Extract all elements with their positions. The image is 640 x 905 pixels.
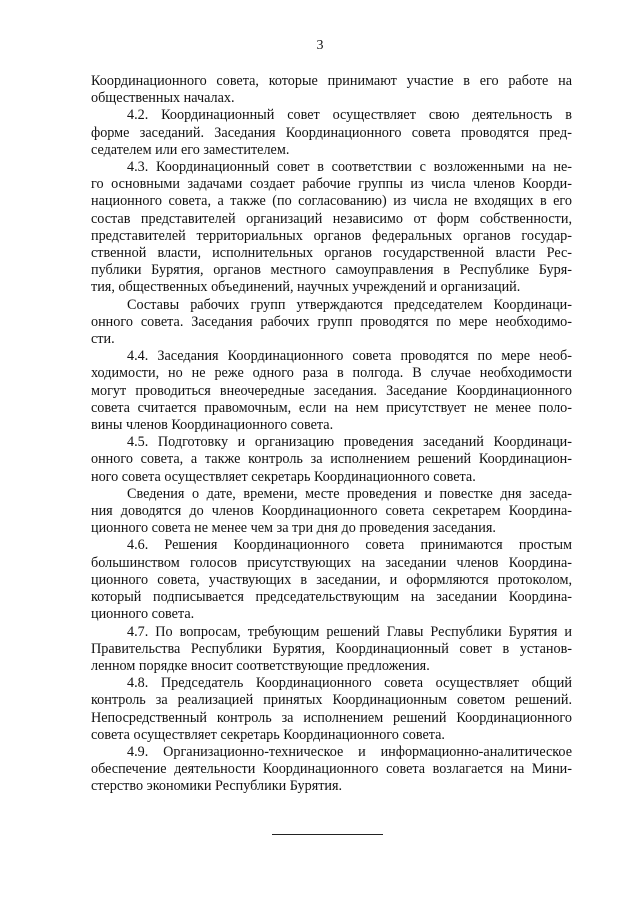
text-line: 4.8. Председатель Координационного совета осуществляет общий: [127, 675, 572, 692]
text-line: публики Бурятия, органов местного самоуправления в Республике Буря-: [91, 262, 572, 279]
end-separator-line: [272, 834, 383, 835]
text-line: Составы рабочих групп утверждаются председателем Координаци-: [127, 296, 572, 313]
paragraph: [91, 348, 572, 434]
paragraph: [91, 73, 572, 107]
paragraph: [91, 675, 572, 744]
text-line: Сведения о дате, времени, месте проведения и повестке дня заседа-: [127, 485, 572, 502]
text-line: ционного совета не менее чем за три дня до проведения заседания.: [91, 520, 496, 537]
paragraph: [91, 434, 572, 486]
text-line: контроль за реализацией принятых Координационным советом решений.: [91, 692, 572, 709]
text-line: онного совета, а также контроль за исполнением решений Координацион-: [91, 451, 572, 468]
text-line: онного совета. Заседания рабочих групп проводятся по мере необходимо-: [91, 313, 572, 330]
text-line: общественных началах.: [91, 90, 235, 107]
paragraph: [91, 159, 572, 297]
paragraph: [91, 297, 572, 349]
text-line: состав представителей организаций независимо от форм собственности,: [91, 210, 572, 227]
text-line: совета считается правомочным, если на нем присутствует не менее поло-: [91, 399, 572, 416]
text-line: ного совета осуществляет секретарь Координационного совета.: [91, 468, 476, 485]
text-line: совета осуществляет секретарь Координационного совета.: [91, 726, 445, 743]
text-line: большинством голосов присутствующих на заседании членов Координа-: [91, 554, 572, 571]
paragraph: [91, 744, 572, 796]
text-line: представителей территориальных органов федеральных органов государ-: [91, 227, 572, 244]
text-line: 4.5. Подготовку и организацию проведения заседаний Координаци-: [127, 434, 572, 451]
text-line: седателем или его заместителем.: [91, 141, 290, 158]
text-line: сти.: [91, 331, 115, 348]
text-line: ленном порядке вносит соответствующие предложения.: [91, 657, 430, 674]
text-line: форме заседаний. Заседания Координационного совета проводятся пред-: [91, 124, 572, 141]
text-line: 4.9. Организационно-техническое и информационно-аналитическое: [127, 743, 572, 760]
page-number: 3: [316, 38, 324, 53]
text-line: обеспечение деятельности Координационного совета возлагается на Мини-: [91, 761, 572, 778]
text-line: национного совета, а также (по согласованию) из числа не входящих в его: [91, 193, 572, 210]
text-line: ходимости, но не реже одного раза в полгода. В случае необходимости: [91, 365, 572, 382]
paragraph: [91, 107, 572, 159]
paragraph: [91, 486, 572, 538]
text-line: ционного совета.: [91, 606, 195, 623]
text-line: могут проводиться внеочередные заседания. Заседание Координационного: [91, 382, 572, 399]
text-line: 4.7. По вопросам, требующим решений Главы Республики Бурятия и: [127, 623, 572, 640]
paragraph: [91, 624, 572, 676]
text-line: тия, общественных объединений, научных учреждений и организаций.: [91, 279, 521, 296]
paragraph: [91, 537, 572, 623]
text-line: ния доводятся до членов Координационного совета секретарем Координа-: [91, 503, 572, 520]
text-line: который подписывается председательствующим на заседании Координа-: [91, 589, 572, 606]
text-line: вины членов Координационного совета.: [91, 417, 334, 434]
text-line: 4.2. Координационный совет осуществляет свою деятельность в: [127, 107, 572, 124]
text-line: 4.4. Заседания Координационного совета проводятся по мере необ-: [127, 348, 572, 365]
text-line: ственной власти, исполнительных органов государственной власти Рес-: [91, 245, 572, 262]
text-line: Непосредственный контроль за исполнением решений Координационного: [91, 709, 572, 726]
text-line: 4.6. Решения Координационного совета принимаются простым: [127, 537, 572, 554]
text-line: 4.3. Координационный совет в соответствии с возложенными на не-: [127, 159, 572, 176]
text-line: стерство экономики Республики Бурятия.: [91, 778, 343, 795]
text-line: го основными задачами создает рабочие группы из числа членов Коорди-: [91, 176, 572, 193]
text-line: ционного совета, участвующих в заседании, и оформляются протоколом,: [91, 571, 572, 588]
document-body: [91, 73, 572, 796]
text-line: Правительства Республики Бурятия, Координационный совет в установ-: [91, 640, 572, 657]
text-line: Координационного совета, которые принимают участие в его работе на: [91, 73, 572, 89]
